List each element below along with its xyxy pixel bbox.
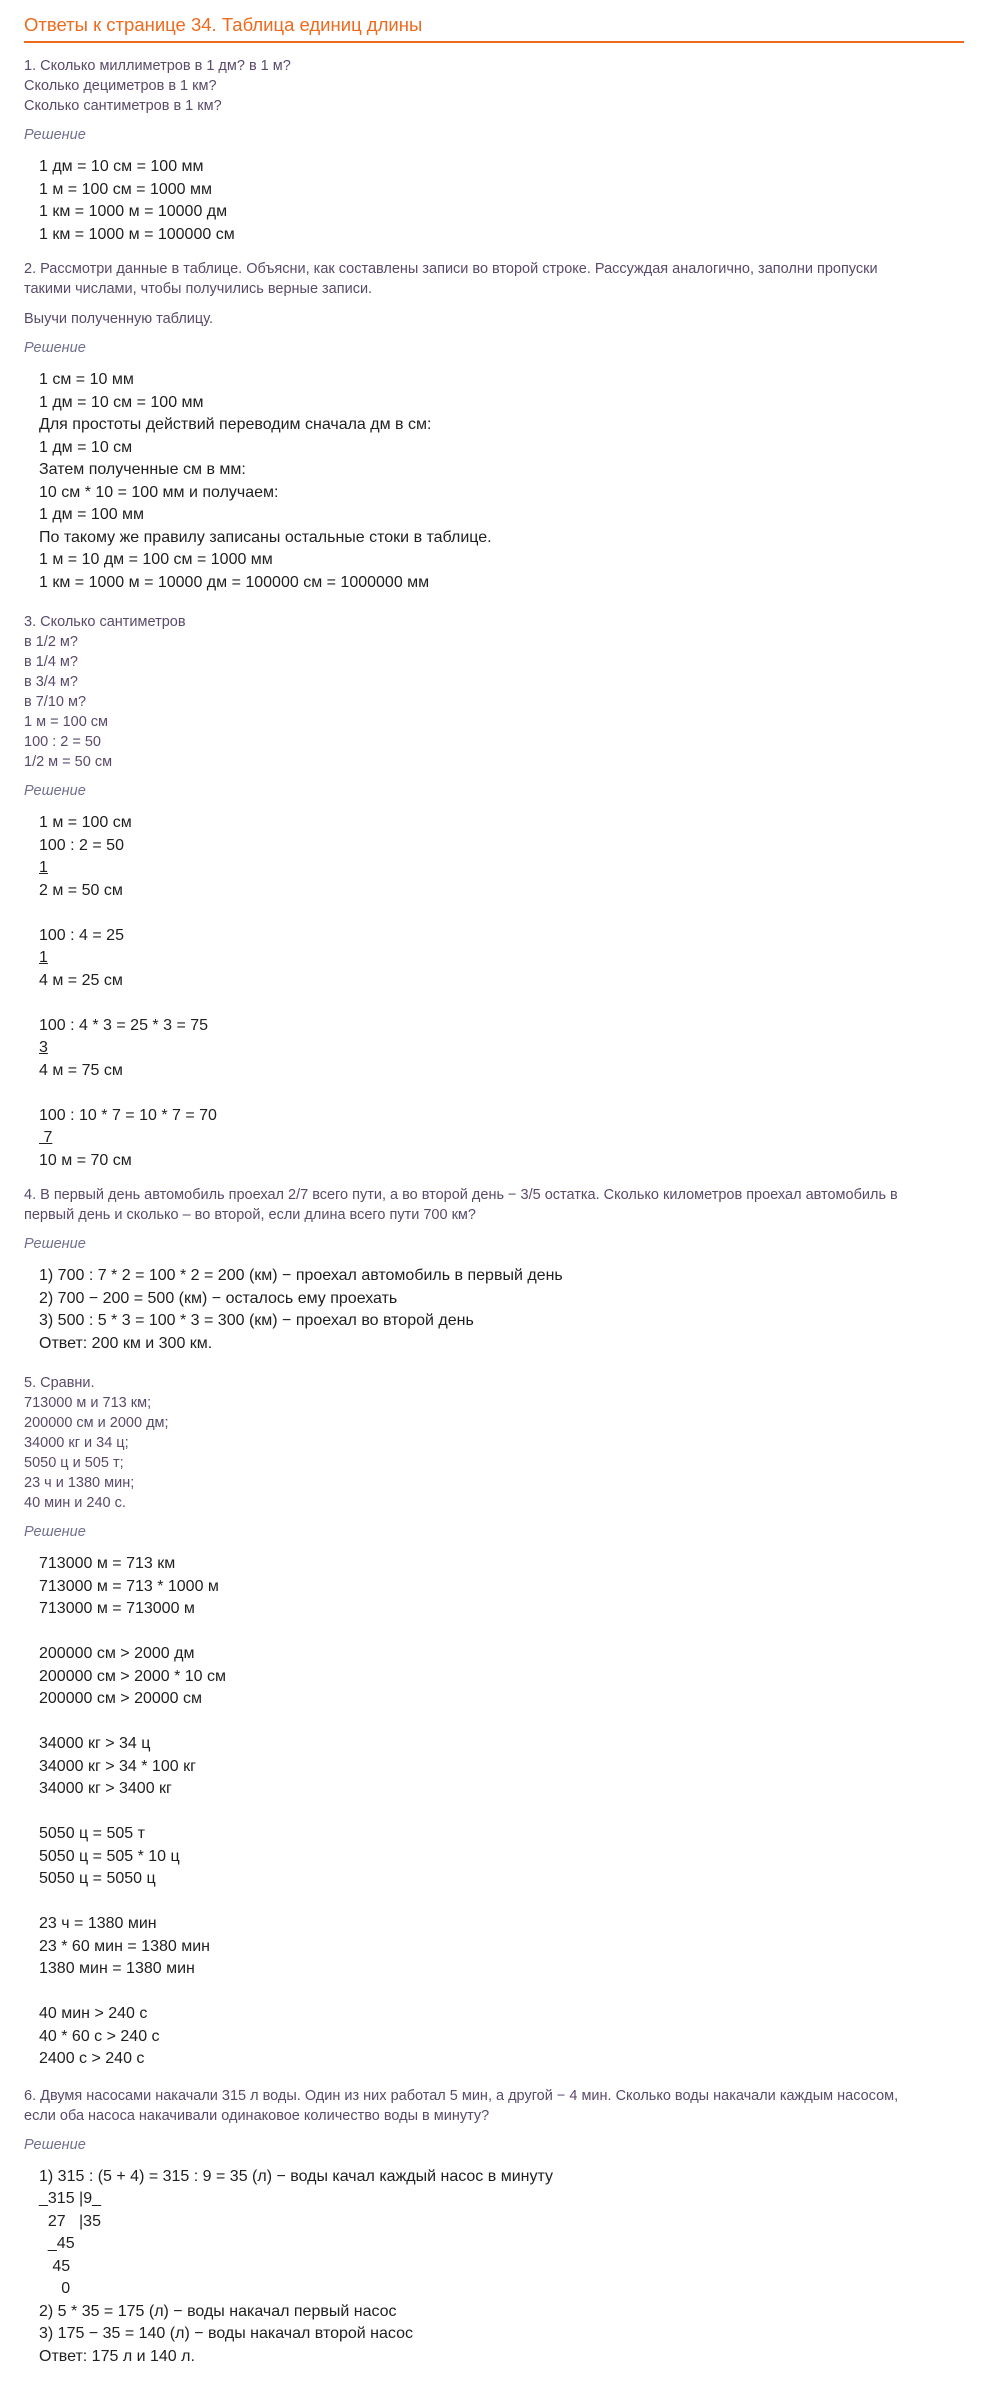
solution-line: 1 дм = 10 см = 100 мм: [39, 393, 204, 411]
solution-line: 34000 кг > 34 * 100 кг: [39, 1757, 196, 1775]
fraction-numerator: 3: [39, 1039, 48, 1056]
solution-line: 1) 315 : (5 + 4) = 315 : 9 = 35 (л) − воды качал каждый насос в минуту: [39, 2167, 553, 2185]
question-line: 5. Сравни.: [24, 1375, 95, 1391]
task-question: [24, 1185, 984, 1225]
solution-line: Для простоты действий переводим сначала дм в см:: [39, 416, 432, 433]
solution-line: 1 дм = 10 см: [39, 438, 133, 456]
solution-line: 40 мин > 240 с: [39, 2005, 148, 2022]
answer-line: Ответ: 175 л и 140 л.: [39, 2347, 195, 2365]
fraction-numerator: 7: [39, 1129, 53, 1146]
solution-line: 23 ч = 1380 мин: [39, 1915, 157, 1932]
page-title: Ответы к странице 34. Таблица единиц длины: [24, 14, 964, 43]
solution-line: 4 м = 75 см: [39, 1061, 123, 1079]
solution-line: 2) 5 * 35 = 175 (л) − воды накачал первый насос: [39, 2302, 397, 2320]
blank-line: [39, 992, 984, 1015]
blank-line: [39, 1891, 984, 1914]
solution-line: 713000 м = 713 * 1000 м: [39, 1577, 219, 1595]
task-question: [24, 1373, 984, 1513]
answer-line: Ответ: 200 км и 300 км.: [39, 1334, 213, 1352]
question-line: 34000 кг и 34 ц;: [24, 1435, 129, 1451]
solution-line: 34000 кг > 3400 кг: [39, 1780, 172, 1797]
blank-line: [39, 1981, 984, 2004]
question-line: 1. Сколько миллиметров в 1 дм? в 1 м?: [24, 58, 291, 74]
solution-line: 23 * 60 мин = 1380 мин: [39, 1937, 210, 1955]
solution: [24, 156, 984, 246]
solution-label: Решение: [24, 1236, 86, 1252]
question-line: 1 м = 100 см: [24, 714, 109, 730]
solution-line: 713000 м = 713 км: [39, 1555, 176, 1572]
task-4: [24, 1185, 984, 1355]
solution-line: 10 м = 70 см: [39, 1151, 132, 1169]
solution-line: 5050 ц = 505 * 10 ц: [39, 1847, 180, 1865]
solution-label: Решение: [24, 340, 86, 356]
solution: [24, 2166, 984, 2369]
question-line: Сколько дециметров в 1 км?: [24, 78, 217, 94]
blank-line: [39, 1711, 984, 1734]
solution-line: 5050 ц = 505 т: [39, 1825, 145, 1842]
blank-line: [39, 902, 984, 925]
solution: [24, 369, 984, 594]
question-line: 3. Сколько сантиметров: [24, 614, 186, 630]
solution-line: 1380 мин = 1380 мин: [39, 1960, 195, 1977]
solution-line: 713000 м = 713000 м: [39, 1600, 195, 1617]
solution-line: 100 : 2 = 50: [39, 836, 124, 854]
question-line: в 3/4 м?: [24, 674, 78, 690]
solution-line: 1 м = 100 см: [39, 814, 132, 831]
solution-line: 1 км = 1000 м = 10000 дм = 100000 см = 1000000 мм: [39, 573, 430, 591]
solution-line: 1) 700 : 7 * 2 = 100 * 2 = 200 (км) − проехал автомобиль в первый день: [39, 1267, 563, 1284]
task-5: [24, 1373, 984, 2071]
question-line: 23 ч и 1380 мин;: [24, 1475, 135, 1491]
question-line: Сколько сантиметров в 1 км?: [24, 98, 222, 114]
solution-line: 34000 кг > 34 ц: [39, 1735, 151, 1752]
question-line: 200000 см и 2000 дм;: [24, 1415, 169, 1431]
fraction-numerator: 1: [39, 949, 48, 966]
question-line: 4. В первый день автомобиль проехал 2/7 всего пути, а во второй день − 3/5 остатка. Сколько километров проехал автомобиль в первый день и сколько – во второй, если длина всего пути 700 км?: [24, 1187, 898, 1223]
solution: [24, 1265, 984, 1355]
solution-label: Решение: [24, 2136, 86, 2153]
solution-line: 3) 175 − 35 = 140 (л) − воды накачал второй насос: [39, 2325, 413, 2342]
long-division-line: 45: [39, 2257, 71, 2275]
solution: [24, 1553, 984, 2071]
task-question: [24, 2086, 984, 2126]
question-line: 6. Двумя насосами накачали 315 л воды. Один из них работал 5 мин, а другой − 4 мин. Сколько воды накачали каждым насосом, если оба насоса накачивали одинаковое количество воды в минуту?: [24, 2087, 899, 2124]
task-question: [24, 612, 984, 772]
blank-line: [39, 1621, 984, 1644]
solution: [24, 812, 984, 1172]
solution-line: 100 : 4 * 3 = 25 * 3 = 75: [39, 1016, 209, 1034]
question-line: в 1/4 м?: [24, 654, 78, 670]
task-6: [24, 2086, 984, 2369]
solution-label: Решение: [24, 1524, 86, 1540]
solution-line: 1 дм = 100 мм: [39, 506, 145, 523]
solution-line: 2 м = 50 см: [39, 881, 123, 899]
question-line: в 1/2 м?: [24, 634, 78, 650]
solution-line: 3) 500 : 5 * 3 = 100 * 3 = 300 (км) − проехал во второй день: [39, 1312, 474, 1329]
solution-line: 5050 ц = 5050 ц: [39, 1870, 156, 1887]
question-line: 100 : 2 = 50: [24, 734, 101, 750]
solution-line: 4 м = 25 см: [39, 971, 123, 989]
solution-label: Решение: [24, 783, 86, 799]
task-2: [24, 259, 984, 594]
question-line: 40 мин и 240 с.: [24, 1495, 126, 1511]
long-division-line: _315 |9_: [39, 2190, 101, 2207]
solution-line: 1 см = 10 мм: [39, 371, 134, 388]
solution-line: 1 км = 1000 м = 10000 дм: [39, 203, 228, 220]
solution-line: 200000 см > 2000 дм: [39, 1645, 195, 1662]
solution-line: 10 см * 10 = 100 мм и получаем:: [39, 483, 279, 501]
question-line: 5050 ц и 505 т;: [24, 1455, 124, 1471]
solution-line: 1 м = 100 см = 1000 мм: [39, 180, 212, 198]
solution-line: 1 км = 1000 м = 100000 см: [39, 225, 235, 243]
question-line: 1/2 м = 50 см: [24, 754, 113, 770]
task-question: [24, 259, 984, 329]
solution-line: 100 : 10 * 7 = 10 * 7 = 70: [39, 1106, 217, 1124]
solution-line: 2400 с > 240 с: [39, 2050, 145, 2067]
question-line: Выучи полученную таблицу.: [24, 311, 214, 327]
solution-line: 2) 700 − 200 = 500 (км) − осталось ему проехать: [39, 1289, 398, 1307]
solution-line: Затем полученные см в мм:: [39, 461, 246, 478]
solution-line: 1 м = 10 дм = 100 см = 1000 мм: [39, 551, 273, 568]
fraction-numerator: 1: [39, 859, 48, 876]
solution-line: По такому же правилу записаны остальные стоки в таблице.: [39, 528, 492, 546]
solution-line: 40 * 60 с > 240 с: [39, 2027, 160, 2045]
long-division-line: 0: [39, 2280, 71, 2297]
long-division-line: 27 |35: [39, 2212, 101, 2230]
solution-line: 1 дм = 10 см = 100 мм: [39, 158, 204, 175]
solution-line: 200000 см > 20000 см: [39, 1690, 203, 1707]
solution-line: 100 : 4 = 25: [39, 926, 124, 944]
blank-line: [39, 1801, 984, 1824]
question-line: 713000 м и 713 км;: [24, 1395, 152, 1411]
task-question: [24, 56, 984, 116]
question-line: в 7/10 м?: [24, 694, 87, 710]
question-line: 2. Рассмотри данные в таблице. Объясни, как составлены записи во второй строке. Рассуждая аналогично, заполни пропуски такими числами, чтобы получились верные записи.: [24, 261, 878, 297]
solution-label: Решение: [24, 127, 86, 143]
solution-line: 200000 см > 2000 * 10 см: [39, 1667, 227, 1685]
long-division-line: _45: [39, 2235, 75, 2252]
task-1: [24, 56, 984, 246]
task-3: [24, 612, 984, 1172]
blank-line: [39, 1082, 984, 1105]
